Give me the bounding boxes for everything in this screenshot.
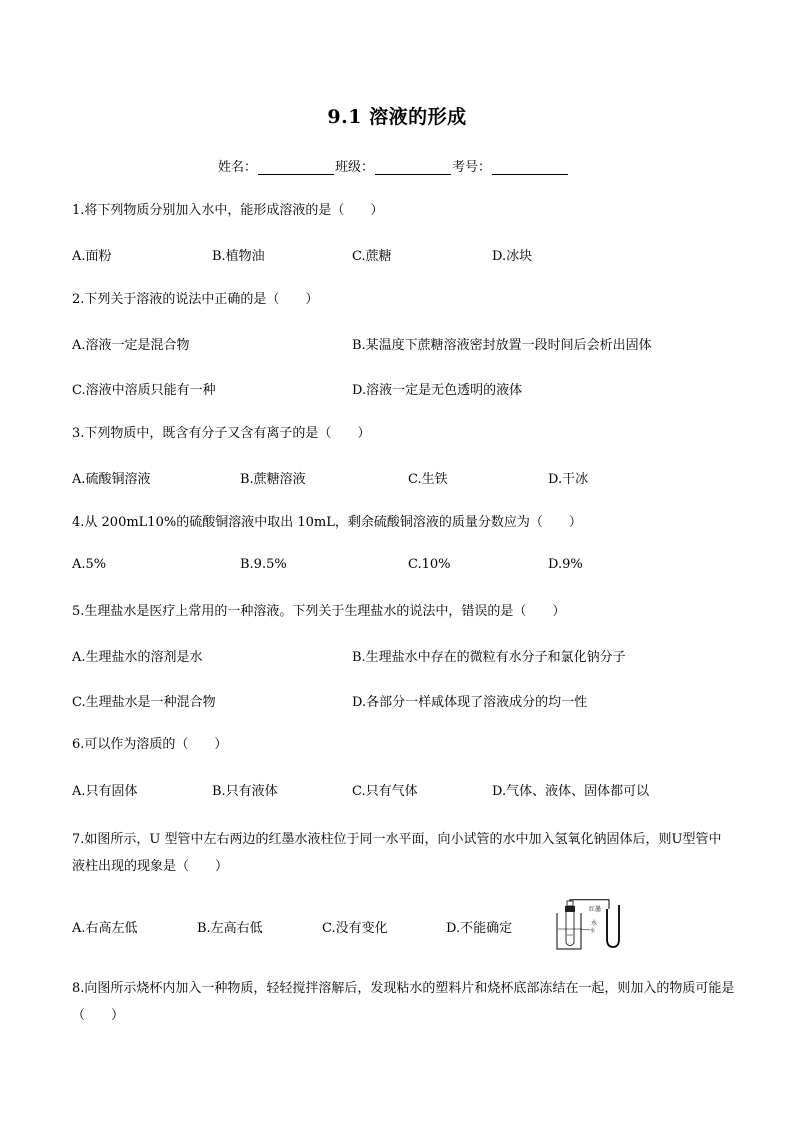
question-4-option-b[interactable]: B.9.5% xyxy=(240,557,287,572)
name-label: 姓名： xyxy=(218,160,258,175)
question-4-option-c[interactable]: C.10% xyxy=(408,557,451,572)
question-7-option-c[interactable]: C.没有变化 xyxy=(322,921,388,936)
student-info-line xyxy=(218,156,569,175)
question-2-option-b[interactable]: B.某温度下蔗糖溶液密封放置一段时间后会析出固体 xyxy=(352,338,652,353)
question-2-option-c[interactable]: C.溶液中溶质只能有一种 xyxy=(72,383,216,398)
question-7-option-b[interactable]: B.左高右低 xyxy=(197,921,263,936)
question-1-stem: 1.将下列物质分别加入水中，能形成溶液的是（ ） xyxy=(72,203,384,218)
u-tube-apparatus-diagram xyxy=(553,899,623,951)
question-5-option-c[interactable]: C.生理盐水是一种混合物 xyxy=(72,695,216,710)
figure-label-water-2: 水 xyxy=(590,928,596,934)
exam-number-blank[interactable] xyxy=(492,160,568,175)
question-1-option-d[interactable]: D.冰块 xyxy=(492,249,533,264)
question-6-option-a[interactable]: A.只有固体 xyxy=(72,784,138,799)
question-6-stem: 6.可以作为溶质的（ ） xyxy=(72,737,228,752)
figure-label-water-1: 水 xyxy=(591,920,598,927)
question-1-option-c[interactable]: C.蔗糖 xyxy=(352,249,392,264)
question-4-stem: 4.从 200mL10%的硫酸铜溶液中取出 10mL，剩余硫酸铜溶液的质量分数应为（ ） xyxy=(72,515,582,530)
question-5-option-a[interactable]: A.生理盐水的溶剂是水 xyxy=(72,650,203,665)
question-8-stem: 8.向图所示烧杯内加入一种物质，轻轻搅拌溶解后，发现粘水的塑料片和烧杯底部冻结在一起，则加入的物质可能是（ ） xyxy=(72,981,735,1023)
question-2-option-d[interactable]: D.溶液一定是无色透明的液体 xyxy=(352,383,523,398)
question-5-option-b[interactable]: B.生理盐水中存在的微粒有水分子和氯化钠分子 xyxy=(352,650,626,665)
question-4-option-a[interactable]: A.5% xyxy=(72,557,107,572)
question-7-stem: 7.如图所示，U 型管中左右两边的红墨水液柱位于同一水平面，向小试管的水中加入氢氧化钠固体后，则U型管中液柱出现的现象是（ ） xyxy=(72,832,722,874)
question-6-option-c[interactable]: C.只有气体 xyxy=(352,784,418,799)
question-1-option-b[interactable]: B.植物油 xyxy=(212,249,265,264)
question-2-stem: 2.下列关于溶液的说法中正确的是（ ） xyxy=(72,292,319,307)
question-3-stem: 3.下列物质中，既含有分子又含有离子的是（ ） xyxy=(72,426,371,441)
question-5-option-d[interactable]: D.各部分一样咸体现了溶液成分的均一性 xyxy=(352,695,588,710)
question-3-option-b[interactable]: B.蔗糖溶液 xyxy=(240,472,306,487)
question-1-option-a[interactable]: A.面粉 xyxy=(72,249,112,264)
question-7-option-a[interactable]: A.右高左低 xyxy=(72,921,138,936)
class-label: 班级： xyxy=(335,160,375,175)
question-2-option-a[interactable]: A.溶液一定是混合物 xyxy=(72,338,190,353)
question-6-option-b[interactable]: B.只有液体 xyxy=(212,784,278,799)
question-6-option-d[interactable]: D.气体、液体、固体都可以 xyxy=(492,784,650,799)
figure-label-red-ink: 红墨 xyxy=(589,906,602,913)
class-blank[interactable] xyxy=(375,160,451,175)
question-5-stem: 5.生理盐水是医疗上常用的一种溶液。下列关于生理盐水的说法中，错误的是（ ） xyxy=(72,604,566,619)
question-3-option-c[interactable]: C.生铁 xyxy=(408,472,448,487)
name-blank[interactable] xyxy=(258,160,334,175)
question-7-option-d[interactable]: D.不能确定 xyxy=(446,921,513,936)
page-title: 9.1 溶液的形成 xyxy=(327,106,467,128)
question-3-option-a[interactable]: A.硫酸铜溶液 xyxy=(72,472,151,487)
question-3-option-d[interactable]: D.干冰 xyxy=(548,472,589,487)
question-4-option-d[interactable]: D.9% xyxy=(548,557,583,572)
exam-number-label: 考号： xyxy=(452,160,492,175)
